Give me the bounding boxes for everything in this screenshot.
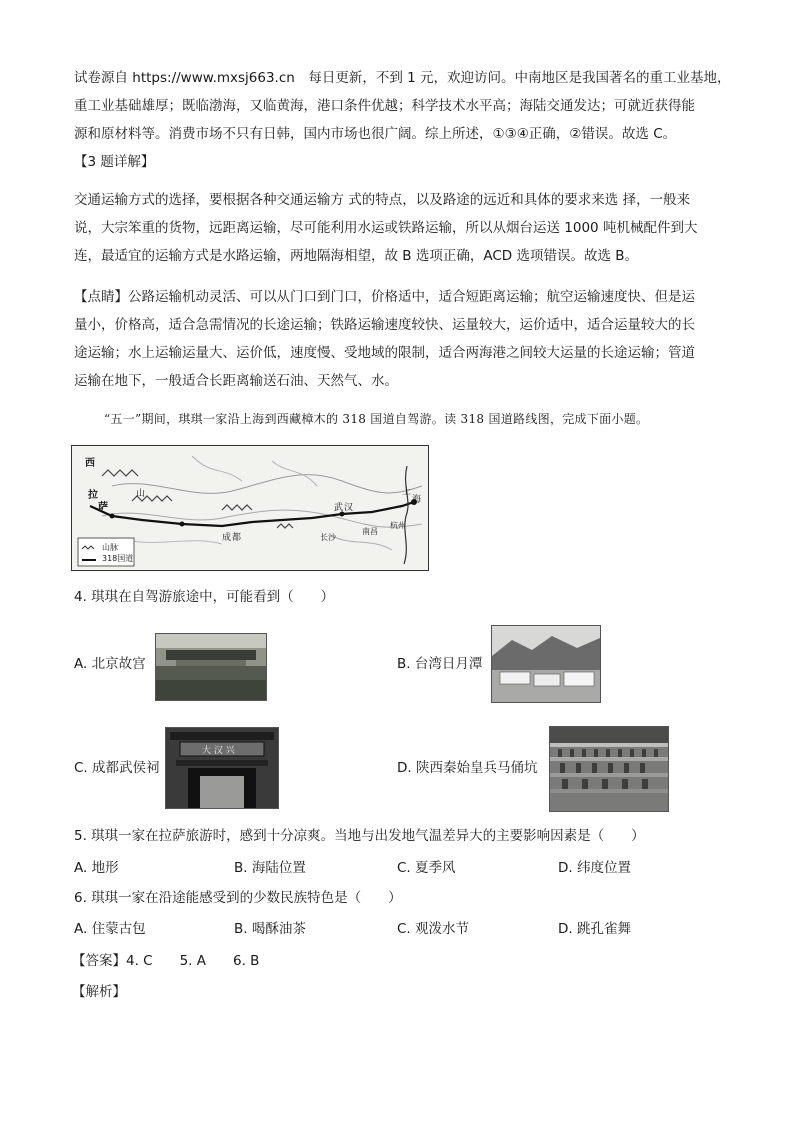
option-4a[interactable]: A. 北京故宫 xyxy=(74,656,146,672)
option-6d[interactable]: D. 跳孔雀舞 xyxy=(558,921,631,937)
text-line: 量小，价格高，适合急需情况的长途运输；铁路运输速度较快、运量较大，运价适中，适合运量较大的长 xyxy=(74,317,695,333)
map-label: 汉 xyxy=(344,503,354,513)
map-label: 成 xyxy=(222,533,232,543)
paragraph-3 xyxy=(74,283,722,395)
route-318-map xyxy=(71,445,429,571)
option-5b[interactable]: B. 海陆位置 xyxy=(234,860,306,876)
answer-line: 【答案】4. C 5. A 6. B xyxy=(72,953,260,969)
photo-graphic xyxy=(166,728,278,808)
option-5c[interactable]: C. 夏季风 xyxy=(397,860,456,876)
map-label: 萨 xyxy=(98,502,108,513)
text-line: 【点睛】公路运输机动灵活、可以从门口到门口，价格适中，适合短距离运输；航空运输速度快、但是运 xyxy=(74,289,695,305)
question-intro: “五一”期间，琪琪一家沿上海到西藏樟木的 318 国道自驾游。读 318 国道路线图，完成下面小题。 xyxy=(104,412,649,426)
photo-graphic xyxy=(156,634,266,700)
question-6: 6. 琪琪一家在沿途能感受到的少数民族特色是（ ） xyxy=(74,890,402,906)
text-line: 源和原材料等。消费市场不只有日韩，国内市场也很广阔。综上所述，①③④正确，②错误。故选 C。 xyxy=(74,126,677,142)
photo-graphic xyxy=(550,727,668,811)
section-heading-3: 【3 题详解】 xyxy=(74,154,155,170)
paragraph-1 xyxy=(74,64,731,148)
forbidden-city-photo xyxy=(155,633,267,701)
text-line: 连，最适宜的运输方式是水路运输，两地隔海相望，故 B 选项正确，ACD 选项错误。故选 B。 xyxy=(74,248,639,264)
map-label: 山 xyxy=(136,489,146,499)
map-label: 南 xyxy=(362,527,370,536)
legend-label: 山脉 xyxy=(102,543,118,552)
text-line: 试卷源自 https://www.mxsj663.cn 每日更新，不到 1 元，欢迎访问。中南地区是我国著名的重工业基地， xyxy=(74,70,731,86)
sun-moon-lake-photo xyxy=(491,625,601,703)
map-label: 长沙 xyxy=(320,533,336,542)
paragraph-2 xyxy=(74,186,722,270)
text-line: 重工业基础雄厚；既临渤海，又临黄海，港口条件优越；科学技术水平高；海陆交通发达；可就近获得能 xyxy=(74,98,695,114)
option-4b[interactable]: B. 台湾日月潭 xyxy=(397,656,483,672)
analysis-heading: 【解析】 xyxy=(72,984,126,1000)
option-6c[interactable]: C. 观泼水节 xyxy=(397,921,470,937)
option-4d[interactable]: D. 陕西秦始皇兵马俑坑 xyxy=(397,760,538,776)
option-6b[interactable]: B. 喝酥油茶 xyxy=(234,921,306,937)
map-label: 海 xyxy=(412,495,422,505)
legend-label: 318国道 xyxy=(102,554,134,563)
map-label: 西 xyxy=(85,458,95,469)
map-label: 上 xyxy=(402,487,412,497)
terracotta-warriors-photo xyxy=(549,726,669,812)
option-6a[interactable]: A. 住蒙古包 xyxy=(74,921,146,937)
photo-graphic xyxy=(492,626,600,702)
question-4: 4. 琪琪在自驾游旅途中，可能看到（ ） xyxy=(74,589,335,605)
map-label: 杭州 xyxy=(390,521,406,530)
map-label: 昌 xyxy=(370,527,378,536)
text-line: 运输在地下，一般适合长距离输送石油、天然气、水。 xyxy=(74,373,398,389)
option-4c[interactable]: C. 成都武侯祠 xyxy=(74,760,160,776)
text-line: 说，大宗笨重的货物，远距离运输，尽可能利用水运或铁路运输，所以从烟台运送 1000 吨机械配件到大 xyxy=(74,220,698,236)
map-graphic xyxy=(72,446,428,570)
gate-plaque-text: 大 汉 兴 xyxy=(202,746,235,756)
option-5a[interactable]: A. 地形 xyxy=(74,860,119,876)
map-label: 武 xyxy=(334,503,344,513)
text-line: 途运输；水上运输运量大、运价低，速度慢、受地域的限制，适合两海港之间较大运量的长途运输；管道 xyxy=(74,345,695,361)
map-label: 拉 xyxy=(88,490,98,501)
wuhou-shrine-photo xyxy=(165,727,279,809)
option-5d[interactable]: D. 纬度位置 xyxy=(558,860,631,876)
question-5: 5. 琪琪一家在拉萨旅游时，感到十分凉爽。当地与出发地气温差异大的主要影响因素是（ ） xyxy=(74,828,645,844)
map-label: 都 xyxy=(232,533,242,543)
text-line: 交通运输方式的选择，要根据各种交通运输方 式的特点，以及路途的远近和具体的要求来选 择，一般来 xyxy=(74,192,691,208)
